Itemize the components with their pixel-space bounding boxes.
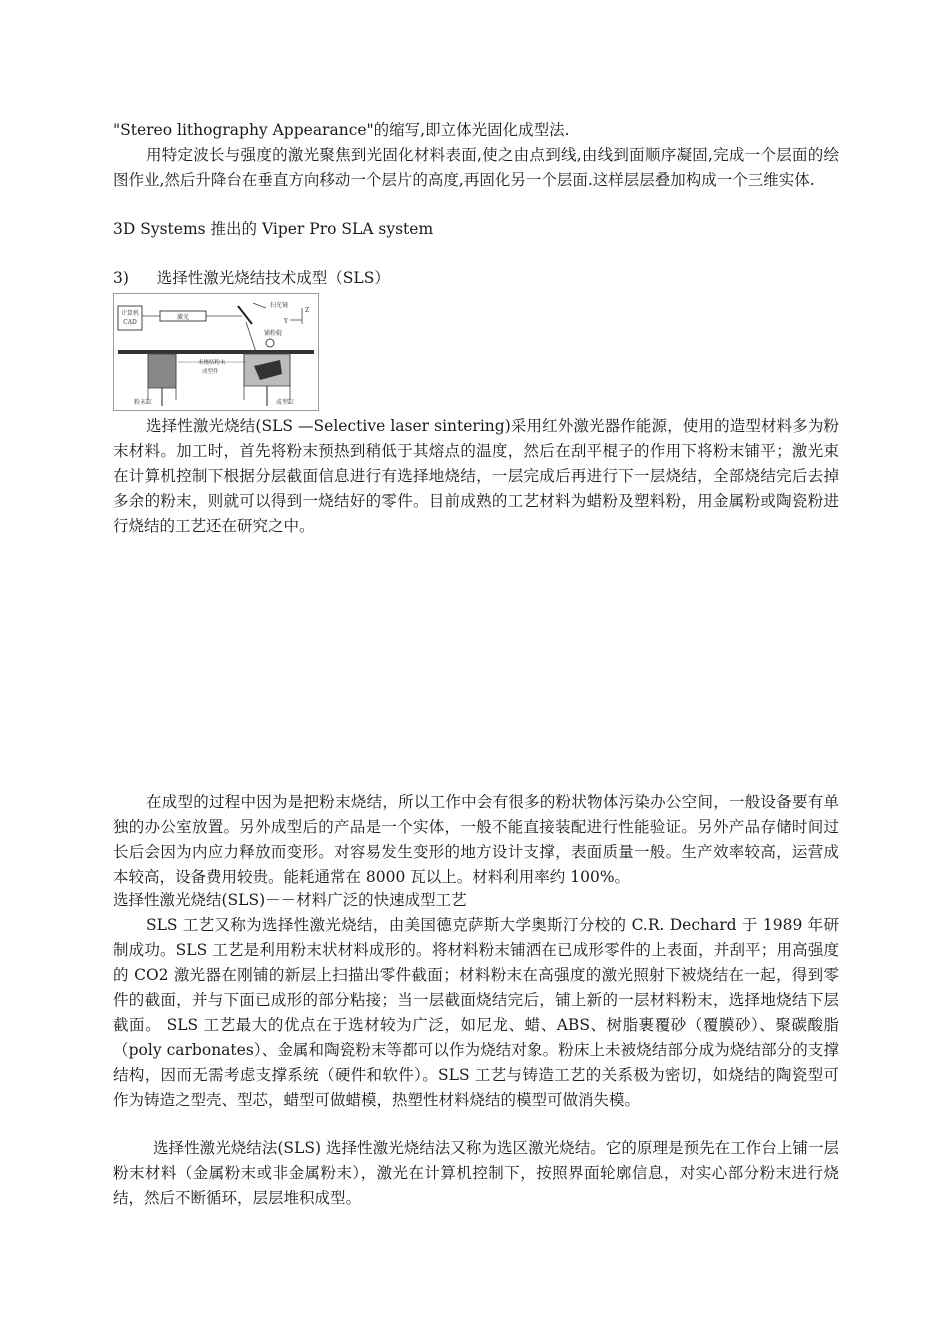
sls-subtitle-line: 选择性激光烧结(SLS)－－材料广泛的快速成型工艺 — [113, 891, 467, 909]
laser-label: 激光 — [176, 314, 190, 321]
sla-description-paragraph: 用特定波长与强度的激光聚焦到光固化材料表面,使之由点到线,由线到面顺序凝固,完成一个层面的绘图作业,然后升降台在垂直方向移动一个层片的高度,再固化另一个层面.这样层层叠加构成一个三维实体. — [113, 146, 839, 189]
roller-label: 铺粉辊 — [264, 330, 283, 337]
sla-definition-line: "Stereo lithography Appearance"的缩写,即立体光固化成型法. — [113, 121, 570, 139]
powder-cylinder-fill — [148, 354, 176, 388]
sls-principle-paragraph: 选择性激光烧结法(SLS) 选择性激光烧结法又称为选区激光烧结。它的原理是预先在工作台上铺一层粉末材料（金属粉末或非金属粉末），激光在计算机控制下，按照界面轮廓信息，对实心部分粉末进行烧结，然后不断循环，层层堆积成型。 — [113, 1139, 839, 1207]
roller-circle — [266, 339, 274, 347]
sls-characteristics-paragraph: 在成型的过程中因为是把粉末烧结，所以工作中会有很多的粉状物体污染办公空间，一般设备要有单独的办公室放置。另外成型后的产品是一个实体，一般不能直接装配进行性能验证。另外产品存储时间过长后会因为内应力释放而变形。对容易发生变形的地方设计支撑，表面质量一般。生产效率较高，运营成本较高，设备费用较贵。能耗通常在 8000 瓦以上。材料利用率约 100%。 — [113, 793, 839, 886]
sls-diagram — [113, 293, 319, 411]
powder-cylinder-label: 粉末缸 — [134, 399, 153, 406]
part-label: 成型件 — [202, 369, 219, 375]
section-number: 3) — [113, 269, 129, 287]
y-axis-label: Y — [284, 318, 288, 325]
computer-label: 计算机 — [120, 310, 140, 317]
z-axis-label: Z — [305, 307, 310, 314]
viper-pro-line: 3D Systems 推出的 Viper Pro SLA system — [113, 220, 434, 238]
sls-diagram-svg — [114, 294, 318, 410]
cad-label: CAD — [123, 319, 137, 326]
section-title: 选择性激光烧结技术成型（SLS） — [156, 269, 390, 287]
sls-intro-paragraph: 选择性激光烧结(SLS —Selective laser sintering)采用红外激光器作能源，使用的造型材料多为粉末材料。加工时，首先将粉末预热到稍低于其熔点的温度，然后在刮平棍子的作用下将粉末铺平；激光束在计算机控制下根据分层截面信息进行有选择地烧结，一层完成后再进行下一层烧结，全部烧结完后去掉多余的粉末，则就可以得到一烧结好的零件。目前成熟的工艺材料为蜡粉及塑料粉，用金属粉或陶瓷粉进行烧结的工艺还在研究之中。 — [113, 417, 839, 535]
build-cylinder-label: 成型缸 — [276, 399, 295, 406]
unsintered-label: 未烧结粉末 — [198, 360, 226, 366]
sls-history-paragraph: SLS 工艺又称为选择性激光烧结，由美国德克萨斯大学奥斯汀分校的 C.R. Dechard 于 1989 年研制成功。SLS 工艺是利用粉末状材料成形的。将材料粉末铺洒在已成形零件的上表面，并刮平；用高强度的 CO2 激光器在刚铺的新层上扫描出零件截面；材料粉末在高强度的激光照射下被烧结在一起，得到零件的截面，并与下面已成形的部分粘接；当一层截面烧结完后，铺上新的一层材料粉末，选择地烧结下层截面。 SLS 工艺最大的优点在于选材较为广泛，如尼龙、蜡、ABS、树脂裹覆砂（覆膜砂）、聚碳酸脂（poly carbonates）、金属和陶瓷粉末等都可以作为烧结对象。粉床上未被烧结部分成为烧结部分的支撑结构，因而无需考虑支撑系统（硬件和软件）。SLS 工艺与铸造工艺的关系极为密切，如烧结的陶瓷型可作为铸造之型壳、型芯，蜡型可做蜡模，热塑性材料烧结的模型可做消失模。 — [113, 916, 839, 1109]
work-platform — [118, 350, 314, 354]
scanner-label: 扫光镜 — [270, 302, 289, 309]
section-heading — [113, 266, 390, 291]
scanner-mirror — [238, 306, 252, 324]
scanner-arrow — [253, 303, 266, 308]
